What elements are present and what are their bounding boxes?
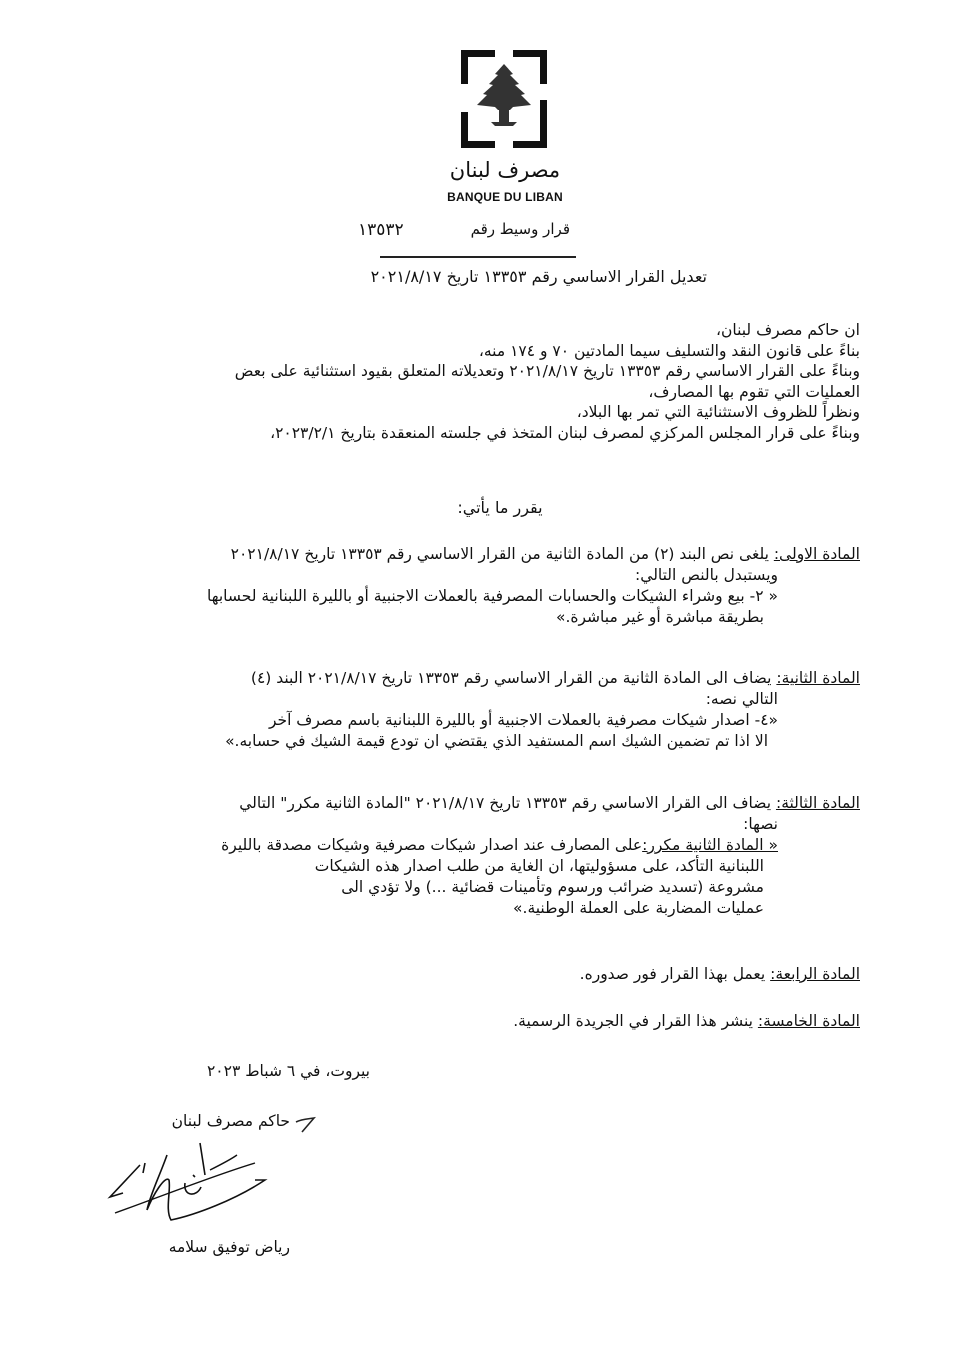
decides-heading: يقرر ما يأتي:	[457, 498, 543, 517]
bank-name-english: BANQUE DU LIBAN	[447, 190, 563, 204]
bank-name-arabic: مصرف لبنان	[449, 158, 561, 182]
signer-name: رياض توفيق سلامه	[168, 1238, 290, 1256]
article-text: يلغى نص البند (٢) من المادة الثانية من القرار الاساسي رقم ١٣٣٥٣ تاريخ ٢٠٢١/٨/١٧	[230, 545, 769, 563]
article-text: عمليات المضاربة على العملة الوطنية.»	[513, 899, 764, 917]
article-text: اللبنانية التأكد، على مسؤوليتها، ان الغاية من طلب اصدار هذه الشيكات	[314, 857, 764, 875]
article-text: «٤- اصدار شيكات مصرفية بالعملات الاجنبية أو بالليرة اللبنانية باسم مصرف آخر	[268, 711, 778, 729]
preamble-line: وبناءً على القرار الاساسي رقم ١٣٣٥٣ تاريخ ٢٠٢١/٨/١٧ وتعديلاته المتعلق بقيود استثنائية على بعض	[234, 362, 860, 380]
preamble-line: ان حاكم مصرف لبنان،	[715, 321, 860, 339]
article-text: يضاف الى القرار الاساسي رقم ١٣٣٥٣ تاريخ ٢٠٢١/٨/١٧ "المادة الثانية مكرر" التالي	[239, 794, 772, 812]
article-label: المادة الاولى:	[773, 545, 860, 563]
decision-number: ١٣٥٣٢	[358, 220, 404, 240]
handwritten-signature-icon	[105, 1135, 285, 1235]
article-text: مشروعة (تسديد ضرائب ورسوم وتأمينات قضائية ...) ولا تؤدي الى	[341, 878, 764, 896]
article-text: بطريقة مباشرة أو غير مباشرة.»	[555, 608, 764, 626]
article-text: ينشر هذا القرار في الجريدة الرسمية.	[513, 1012, 753, 1030]
article-label: المادة الثانية:	[776, 669, 860, 687]
article-2	[130, 668, 860, 752]
article-text: نصها:	[743, 815, 778, 833]
decision-label: قرار وسيط رقم	[470, 220, 570, 238]
article-label: المادة الخامسة:	[757, 1012, 860, 1030]
article-label: المادة الرابعة:	[770, 965, 860, 983]
place-and-date: بيروت، في ٦ شباط ٢٠٢٣	[206, 1062, 370, 1080]
article-text: التالي نصه:	[705, 690, 778, 708]
article-text: على المصارف عند اصدار شيكات مصرفية وشيكات مصدقة بالليرة	[221, 836, 643, 854]
preamble-line: وبناءً على قرار المجلس المركزي لمصرف لبنان المتخذ في جلسته المنعقدة بتاريخ ٢٠٢٣/٢/١،	[270, 423, 860, 442]
cedar-tree-emblem-icon	[461, 50, 547, 148]
decision-number-line	[340, 218, 570, 244]
article-text: ويستبدل بالنص التالي:	[635, 566, 778, 584]
article-text: يعمل بهذا القرار فور صدوره.	[579, 965, 766, 983]
article-4	[130, 964, 860, 985]
document-subject: تعديل القرار الاساسي رقم ١٣٣٥٣ تاريخ ٢٠٢١/٨/١٧	[370, 267, 707, 286]
preamble-line: ونظراً للظروف الاستثنائية التي تمر بها البلاد،	[576, 403, 860, 421]
article-text: الا اذا تم تضمين الشيك اسم المستفيد الذي يقتضي ان تودع قيمة الشيك في حسابه.»	[225, 732, 768, 750]
checkmark-stroke-icon	[294, 1116, 316, 1134]
signer-title: حاكم مصرف لبنان	[171, 1112, 290, 1130]
preamble-line: بناءً على قانون النقد والتسليف سيما المادتين ٧٠ و ١٧٤ منه،	[478, 341, 860, 360]
preamble	[140, 320, 860, 443]
article-1	[130, 544, 860, 628]
title-divider	[380, 256, 576, 258]
article-5	[130, 1011, 860, 1032]
article-text: « ٢- بيع وشراء الشيكات والحسابات المصرفية بالعملات الاجنبية أو بالليرة اللبنانية لحسابها	[206, 587, 778, 605]
preamble-line: العمليات التي تقوم بها المصارف،	[648, 382, 860, 401]
sub-article-label: « المادة الثانية مكرر:	[642, 836, 778, 854]
article-3	[130, 793, 860, 919]
article-text: يضاف الى المادة الثانية من القرار الاساسي رقم ١٣٣٥٣ تاريخ ٢٠٢١/٨/١٧ البند (٤)	[250, 669, 772, 687]
article-label: المادة الثالثة:	[775, 794, 860, 812]
